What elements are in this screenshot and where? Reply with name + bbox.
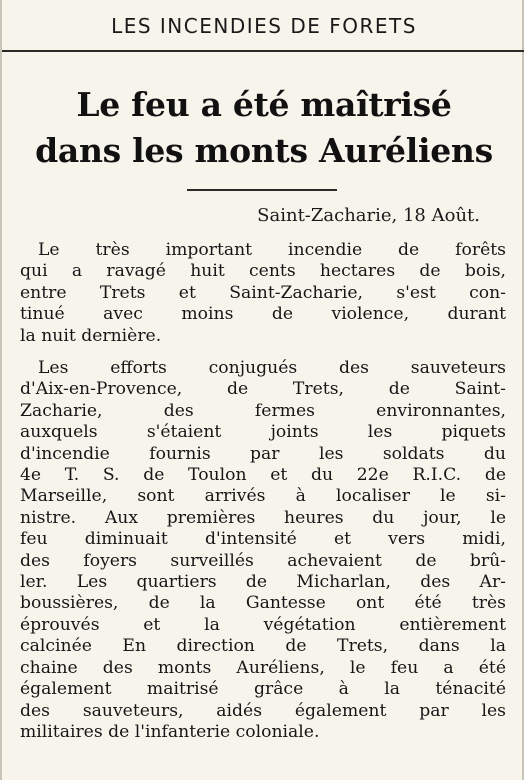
paragraph-line: également maitrisé grâce à la ténacité [20,679,506,700]
paragraph-line: Les efforts conjugués des sauveteurs [38,358,506,378]
paragraph-line: des foyers surveillés achevaient de brû- [20,550,506,571]
paragraph-line: tinué avec moins de violence, durant [20,304,506,325]
paragraph-line: la nuit dernière. [20,325,162,346]
paragraph-line: chaine des monts Auréliens, le feu a été [20,657,506,678]
headline-line-1: Le feu a été maîtrisé [76,85,452,124]
section-rubric: LES INCENDIES DE FORETS [111,14,417,38]
paragraph-line: feu diminuait d'intensité et vers midi, [20,529,506,550]
paragraph-line: nistre. Aux premières heures du jour, le [20,507,506,528]
paragraph-line: boussières, de la Gantesse ont été très [20,593,506,614]
paragraph-line: entre Trets et Saint-Zacharie, s'est con- [20,282,506,303]
paragraph-2 [20,358,506,743]
headline [2,82,524,174]
headline-divider [187,189,337,191]
paragraph-line: d'incendie fournis par les soldats du [20,443,506,464]
paragraph-1 [20,240,506,347]
paragraph-line: qui a ravagé huit cents hectares de bois, [20,261,506,282]
paragraph-line: éprouvés et la végétation entièrement [20,614,506,635]
paragraph-line: Marseille, sont arrivés à localiser le si- [20,486,506,507]
paragraph-line: des sauveteurs, aidés également par les [20,700,506,721]
paragraph-line: auxquels s'étaient joints les piquets [20,422,506,443]
rubric-divider [2,50,524,52]
paragraph-line: d'Aix-en-Provence, de Trets, de Saint- [20,379,506,400]
paragraph-line: militaires de l'infanterie coloniale. [20,721,320,742]
headline-line-2: dans les monts Auréliens [35,131,493,170]
paragraph-line: 4e T. S. de Toulon et du 22e R.I.C. de [20,465,506,486]
dateline: Saint-Zacharie, 18 Août. [257,205,480,226]
paragraph-line: Le très important incendie de forêts [38,240,506,260]
paragraph-line: calcinée En direction de Trets, dans la [20,636,506,657]
paragraph-line: Zacharie, des fermes environnantes, [20,400,506,421]
paragraph-line: ler. Les quartiers de Micharlan, des Ar- [20,572,506,593]
